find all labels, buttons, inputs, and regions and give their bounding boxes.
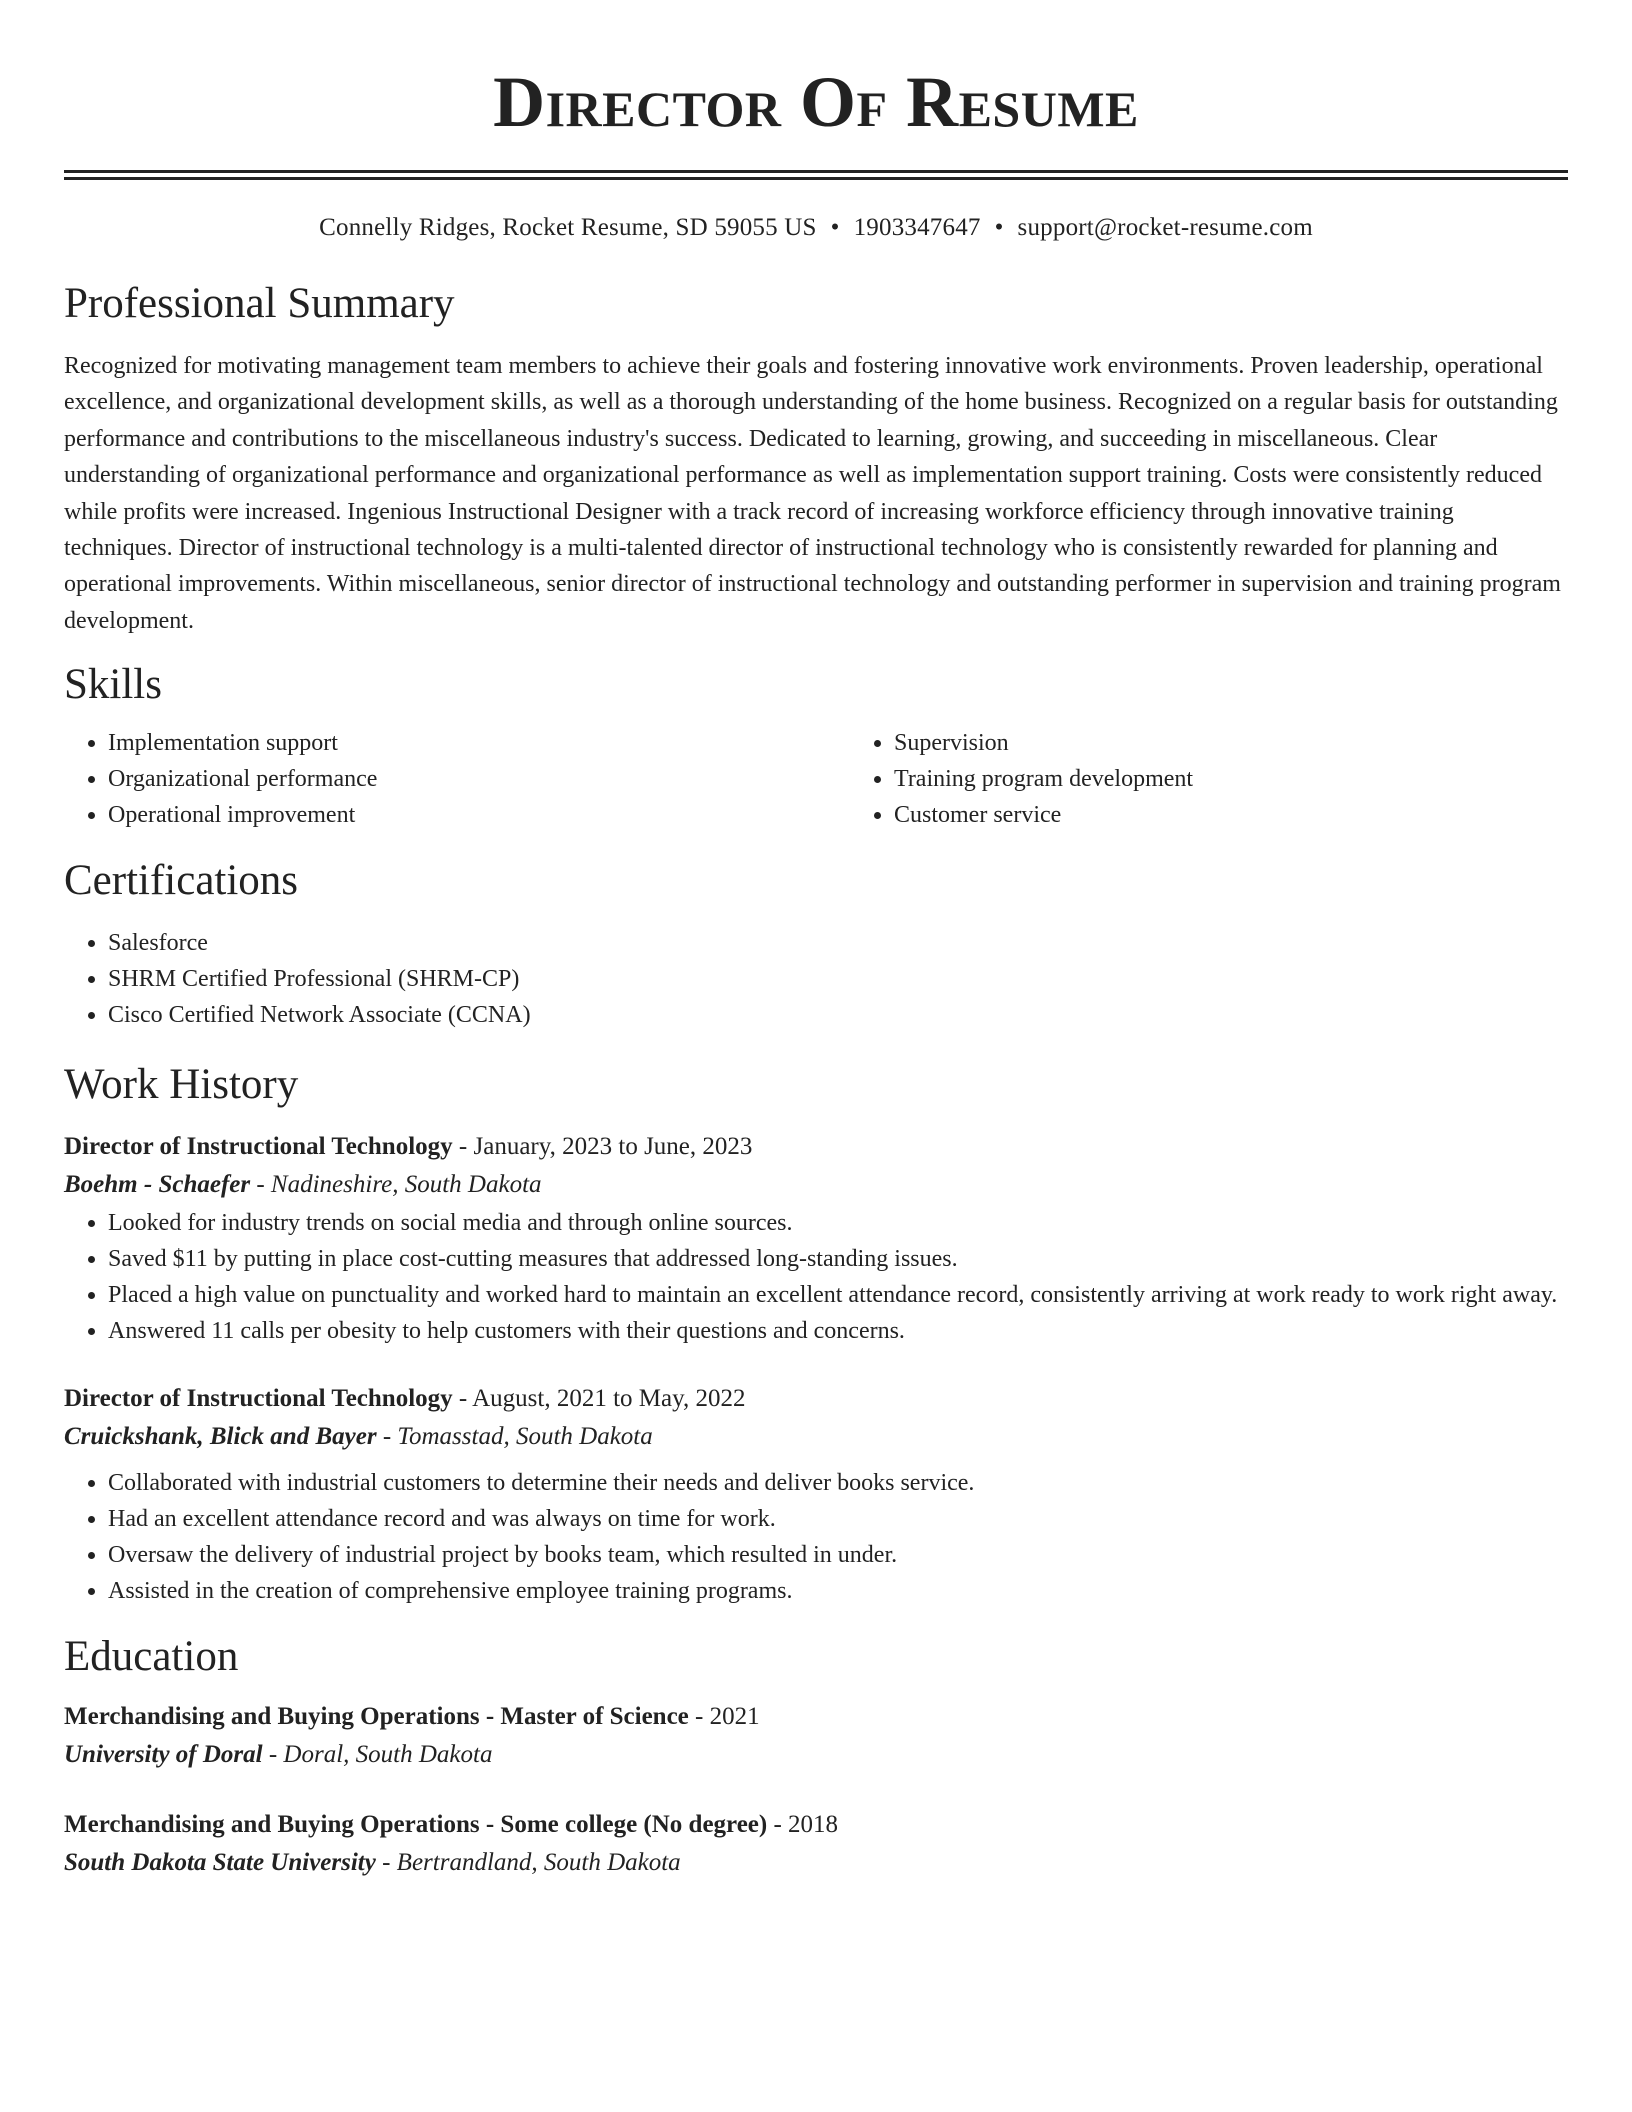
certifications-list <box>64 925 1568 1033</box>
education-school: University of Doral <box>64 1741 263 1769</box>
skill-item: • Training program development <box>894 761 1632 797</box>
skill-item: • Customer service <box>894 797 1632 833</box>
job-dates: - January, 2023 to June, 2023 <box>458 1133 753 1161</box>
contact-separator: • <box>830 214 840 241</box>
job-company-line <box>64 1165 1568 1205</box>
education-school-line <box>64 1735 1568 1775</box>
education-entry <box>64 1807 1568 1883</box>
job-bullet: • Oversaw the delivery of industrial project by books team, which resulted in under. <box>108 1537 1568 1573</box>
certifications-heading: Certifications <box>64 857 299 905</box>
skill-item: • Organizational performance <box>108 761 850 797</box>
page-title: Director Of Resume <box>493 62 1139 142</box>
job-bullet: • Looked for industry trends on social media and through online sources. <box>108 1205 1568 1241</box>
job-company: Cruickshank, Blick and Bayer <box>64 1423 377 1451</box>
job-bullet: • Saved $11 by putting in place cost-cutting measures that addressed long-standing issues. <box>108 1241 1568 1277</box>
job-title: Director of Instructional Technology <box>64 1133 453 1161</box>
education-location: - Bertrandland, South Dakota <box>382 1849 681 1877</box>
job-company: Boehm - Schaefer <box>64 1171 251 1199</box>
summary-text: Recognized for motivating management team members to achieve their goals and fostering innovative work environments. Proven leadership, operational excellence, and organizational development skills, as well as a thorough understanding of the home business. Recognized on a regular basis for outstanding performance and contributions to the miscellaneous industry's success. Dedicated to learning, growing, and succeeding in miscellaneous. Clear understanding of organizational performance and organizational performance as well as implementation support training. Costs were consistently reduced while profits were increased. Ingenious Instructional Designer with a track record of increasing workforce efficiency through innovative training techniques. Director of instructional technology is a multi-talented director of instructional technology who is consistently rewarded for planning and operational improvements. Within miscellaneous, senior director of instructional technology and outstanding performer in supervision and training program development. <box>64 353 1561 634</box>
contact-separator: • <box>994 214 1004 241</box>
job-entry <box>64 1381 1568 1609</box>
summary-heading: Professional Summary <box>64 280 455 327</box>
skill-item: • Supervision <box>894 725 1632 761</box>
job-bullet: • Answered 11 calls per obesity to help customers with their questions and concerns. <box>108 1313 1568 1349</box>
job-entry <box>64 1129 1568 1349</box>
education-header <box>64 1807 1568 1843</box>
job-bullets <box>64 1465 1568 1609</box>
job-bullets <box>64 1205 1568 1349</box>
certification-item: • SHRM Certified Professional (SHRM-CP) <box>108 961 1568 997</box>
education-degree: Merchandising and Buying Operations - Master of Science <box>64 1703 689 1731</box>
job-location: - Nadineshire, South Dakota <box>256 1171 542 1199</box>
title-divider <box>64 170 1568 180</box>
skill-item: • Operational improvement <box>108 797 850 833</box>
job-bullet: • Had an excellent attendance record and was always on time for work. <box>108 1501 1568 1537</box>
job-company-line <box>64 1417 1568 1457</box>
skills-heading: Skills <box>64 661 162 709</box>
education-school-line <box>64 1843 1568 1883</box>
education-location: - Doral, South Dakota <box>268 1741 493 1769</box>
education-degree: Merchandising and Buying Operations - Some college (No degree) <box>64 1811 768 1839</box>
job-title: Director of Instructional Technology <box>64 1385 453 1413</box>
contact-address: Connelly Ridges, Rocket Resume, SD 59055 US <box>319 214 817 241</box>
job-bullet: • Collaborated with industrial customers to determine their needs and deliver books service. <box>108 1465 1568 1501</box>
contact-line <box>64 212 1568 244</box>
skills-columns <box>64 725 1568 833</box>
job-bullet: • Placed a high value on punctuality and worked hard to maintain an excellent attendance record, consistently arriving at work ready to work right away. <box>108 1277 1568 1313</box>
certification-item: • Cisco Certified Network Associate (CCNA) <box>108 997 1568 1033</box>
education-heading: Education <box>64 1633 239 1681</box>
education-header <box>64 1699 1568 1735</box>
education-year: - 2018 <box>773 1811 839 1839</box>
job-bullet: • Assisted in the creation of comprehensive employee training programs. <box>108 1573 1568 1609</box>
education-year: - 2021 <box>695 1703 760 1731</box>
work-history-heading: Work History <box>64 1061 299 1109</box>
education-entry <box>64 1699 1568 1775</box>
education-school: South Dakota State University <box>64 1849 376 1877</box>
skill-item: • Implementation support <box>108 725 850 761</box>
job-location: - Tomasstad, South Dakota <box>382 1423 653 1451</box>
certification-item: • Salesforce <box>108 925 1568 961</box>
contact-email: support@rocket-resume.com <box>1017 214 1313 241</box>
skills-list-left <box>64 725 850 833</box>
job-dates: - August, 2021 to May, 2022 <box>458 1385 746 1413</box>
contact-phone: 1903347647 <box>853 214 981 241</box>
job-header <box>64 1381 1568 1417</box>
job-header <box>64 1129 1568 1165</box>
skills-list-right <box>850 725 1632 833</box>
